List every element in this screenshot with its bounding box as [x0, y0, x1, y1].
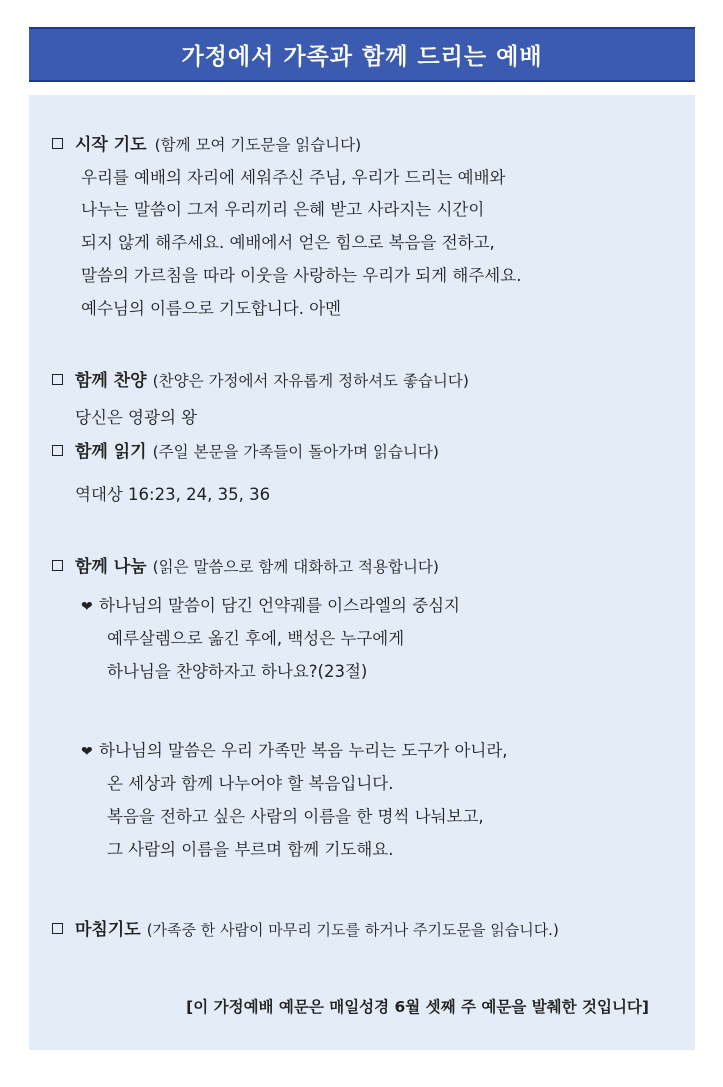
- checkbox-icon: [52, 374, 63, 385]
- scripture-reference: 역대상 16:23, 24, 35, 36: [75, 485, 271, 504]
- section-note: (찬양은 가정에서 자유롭게 정하셔도 좋습니다): [152, 372, 469, 390]
- section-heading: 함께 찬양: [75, 371, 147, 391]
- question-line: 복음을 전하고 싶은 사람의 이름을 한 명씩 나눠보고,: [107, 807, 484, 826]
- prayer-line: 우리를 예배의 자리에 세워주신 주님, 우리가 드리는 예배와: [81, 168, 506, 187]
- heart-icon: ❤: [81, 744, 93, 760]
- section-praise: [52, 370, 469, 392]
- section-heading: 시작 기도: [75, 135, 147, 155]
- question-line: 예루살렘으로 옮긴 후에, 백성은 누구에게: [107, 629, 405, 648]
- checkbox-icon: [52, 923, 63, 934]
- checkbox-icon: [52, 138, 63, 149]
- section-note: (읽은 말씀으로 함께 대화하고 적용합니다): [152, 558, 439, 576]
- section-heading: 함께 읽기: [75, 442, 147, 462]
- section-reading: [52, 441, 439, 463]
- section-opening-prayer: [52, 134, 361, 156]
- question-2: [81, 740, 508, 763]
- section-heading: 함께 나눔: [75, 557, 147, 577]
- section-sharing: [52, 556, 439, 578]
- heart-icon: ❤: [81, 599, 93, 615]
- question-line: 하나님을 찬양하자고 하나요?(23절): [107, 662, 368, 681]
- song-title: 당신은 영광의 왕: [75, 408, 198, 427]
- prayer-line: 말씀의 가르침을 따라 이웃을 사랑하는 우리가 되게 해주세요.: [81, 266, 522, 285]
- prayer-line: 나누는 말씀이 그저 우리끼리 은혜 받고 사라지는 시간이: [81, 200, 485, 219]
- section-heading: 마침기도: [75, 920, 141, 940]
- page-title: 가정에서 가족과 함께 드리는 예배: [181, 44, 543, 70]
- section-closing-prayer: [52, 919, 559, 941]
- question-line: 하나님의 말씀이 담긴 언약궤를 이스라엘의 중심지: [99, 596, 460, 615]
- section-note: (주일 본문을 가족들이 돌아가며 읽습니다): [152, 443, 439, 461]
- question-line: 하나님의 말씀은 우리 가족만 복음 누리는 도구가 아니라,: [99, 741, 508, 760]
- question-1: [81, 595, 460, 618]
- prayer-line: 되지 않게 해주세요. 예배에서 얻은 힘으로 복음을 전하고,: [81, 233, 495, 252]
- title-bar: [29, 27, 695, 82]
- question-line: 그 사람의 이름을 부르며 함께 기도해요.: [107, 840, 394, 859]
- question-line: 온 세상과 함께 나누어야 할 복음입니다.: [107, 774, 394, 793]
- prayer-line: 예수님의 이름으로 기도합니다. 아멘: [81, 299, 342, 318]
- section-note: (가족중 한 사람이 마무리 기도를 하거나 주기도문을 읽습니다.): [146, 921, 559, 939]
- checkbox-icon: [52, 560, 63, 571]
- checkbox-icon: [52, 445, 63, 456]
- source-note: [이 가정예배 예문은 매일성경 6월 셋째 주 예문을 발췌한 것입니다]: [186, 998, 649, 1016]
- section-note: (함께 모여 기도문을 읽습니다): [154, 136, 362, 154]
